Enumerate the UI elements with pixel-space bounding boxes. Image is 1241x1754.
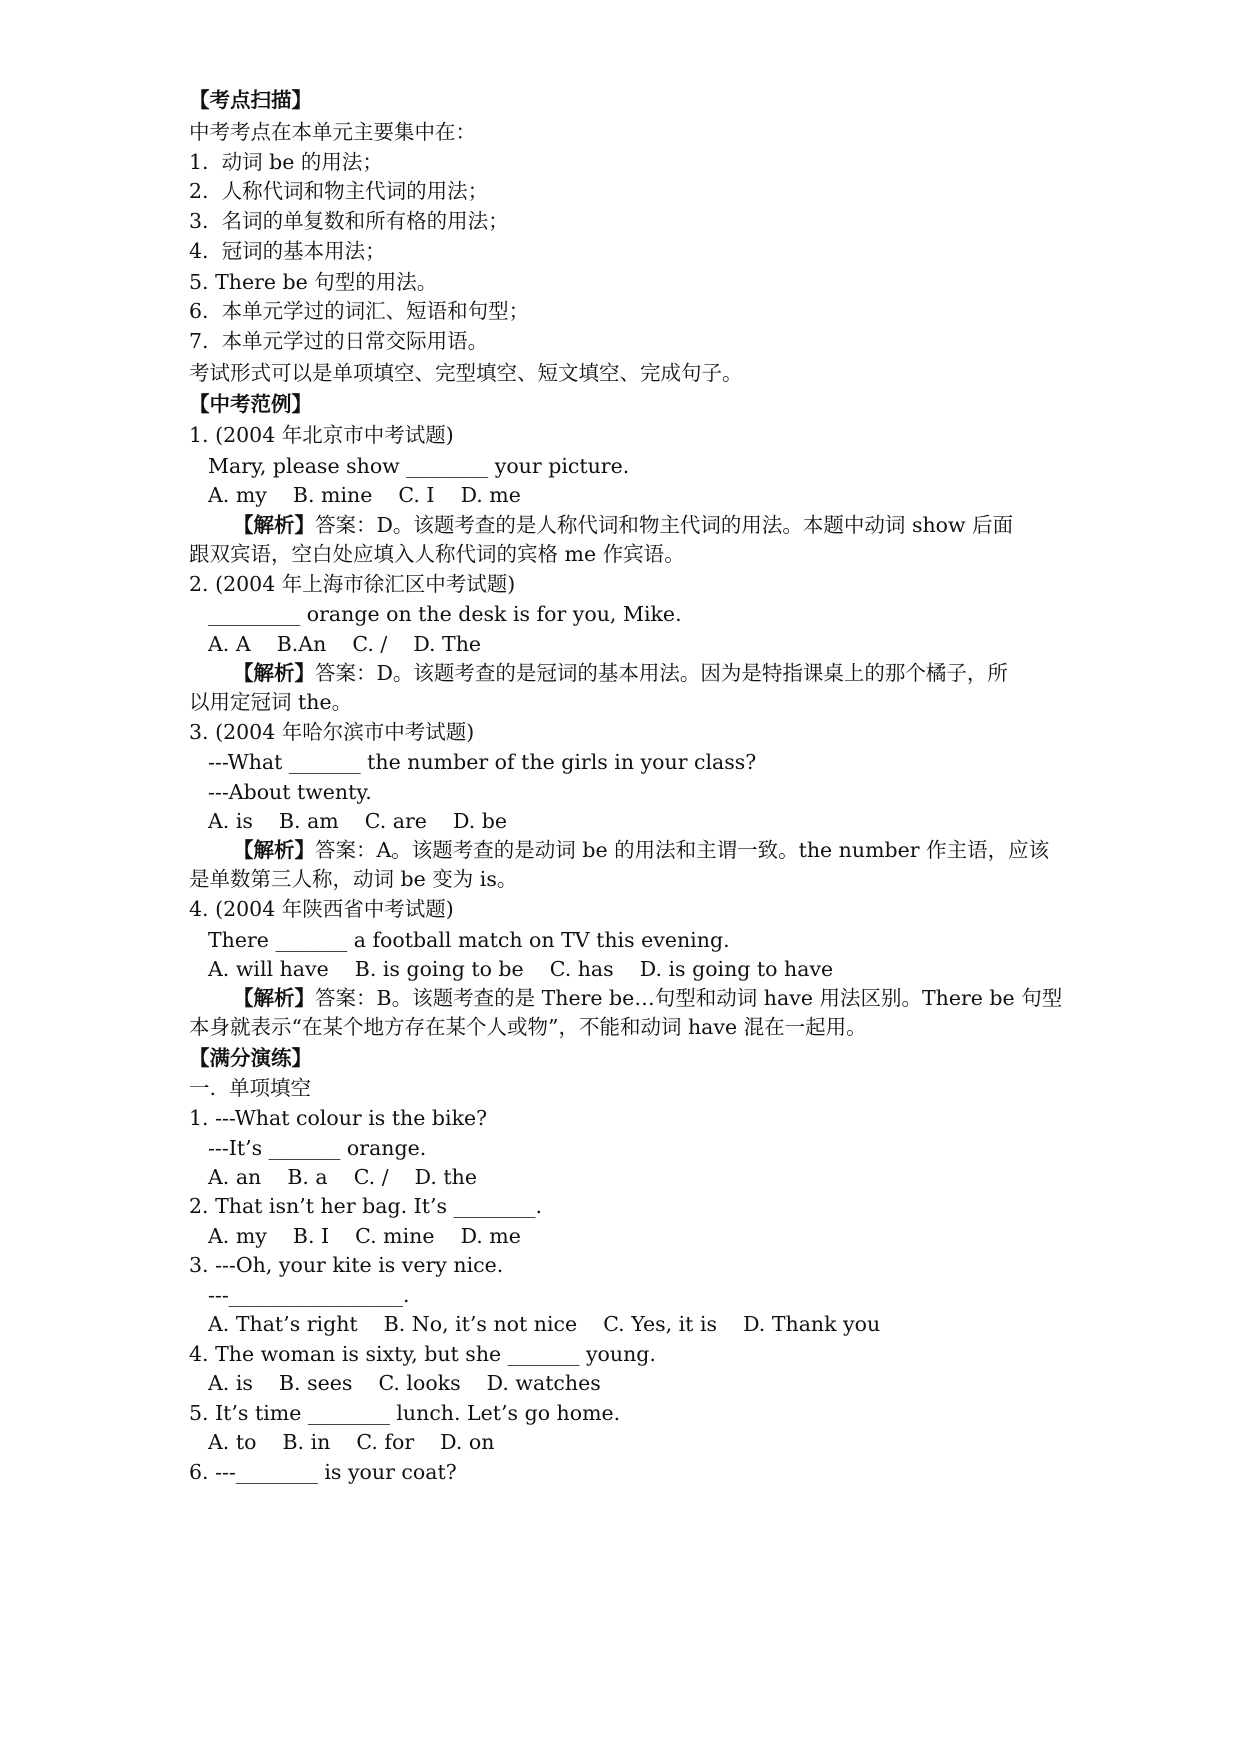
scan-intro: 中考考点在本单元主要集中在： [189,120,476,144]
practice-options: A. is B. sees C. looks D. watches [208,1371,601,1395]
practice-question-line: ---It’s _______ orange. [208,1136,427,1160]
analysis-label: 【解析】 [233,838,315,862]
analysis-label: 【解析】 [233,661,315,685]
example-question: _________ orange on the desk is for you, Mike. [208,602,682,626]
scan-point: 4. 冠词的基本用法； [189,239,386,263]
example-analysis-cont: 跟双宾语，空白处应填入人称代词的宾格 me 作宾语。 [189,542,685,566]
practice-question-line: ---_________________. [208,1283,410,1307]
example-analysis-cont: 是单数第三人称，动词 be 变为 is。 [189,867,518,891]
analysis-text: 答案：B。该题考查的是 There be…句型和动词 have 用法区别。There be 句型 [315,986,1063,1010]
practice-question: 4. The woman is sixty, but she _______ young. [189,1342,656,1366]
section-header-scan: 【考点扫描】 [189,88,312,112]
example-question: There _______ a football match on TV this evening. [208,928,730,952]
example-options: A. is B. am C. are D. be [208,809,508,833]
example-options: A. my B. mine C. I D. me [208,483,521,507]
scan-point: 7. 本单元学过的日常交际用语。 [189,329,489,353]
example-source: 3. (2004 年哈尔滨市中考试题) [189,720,475,744]
practice-options: A. to B. in C. for D. on [208,1430,495,1454]
scan-point: 6. 本单元学过的词汇、短语和句型； [189,299,530,323]
practice-question: 3. ---Oh, your kite is very nice. [189,1253,504,1277]
example-analysis-cont: 以用定冠词 the。 [189,690,353,714]
example-analysis [233,985,1062,1011]
analysis-text: 答案：D。该题考查的是冠词的基本用法。因为是特指课桌上的那个橘子，所 [315,661,1008,685]
analysis-label: 【解析】 [233,513,315,537]
example-analysis [233,837,1049,863]
practice-question: 6. ---________ is your coat? [189,1460,457,1484]
example-options: A. will have B. is going to be C. has D. is going to have [208,957,834,981]
example-analysis [233,512,1013,538]
analysis-text: 答案：A。该题考查的是动词 be 的用法和主谓一致。the number 作主语，应该 [315,838,1050,862]
example-source: 2. (2004 年上海市徐汇区中考试题) [189,572,516,596]
example-analysis-cont: 本身就表示“在某个地方存在某个人或物”，不能和动词 have 混在一起用。 [189,1015,867,1039]
exam-forms: 考试形式可以是单项填空、完型填空、短文填空、完成句子。 [189,361,743,385]
scan-point: 2. 人称代词和物主代词的用法； [189,179,489,203]
example-question: Mary, please show ________ your picture. [208,454,630,478]
practice-options: A. my B. I C. mine D. me [208,1224,521,1248]
section-header-practice: 【满分演练】 [189,1046,312,1070]
practice-subsection: 一. 单项填空 [189,1076,312,1100]
practice-options: A. That’s right B. No, it’s not nice C. Yes, it is D. Thank you [208,1312,881,1336]
example-options: A. A B.An C. / D. The [208,632,482,656]
practice-question: 5. It’s time ________ lunch. Let’s go home. [189,1401,621,1425]
example-source: 4. (2004 年陕西省中考试题) [189,897,454,921]
practice-options: A. an B. a C. / D. the [208,1165,477,1189]
scan-point: 5. There be 句型的用法。 [189,270,438,294]
example-question: ---About twenty. [208,780,372,804]
example-source: 1. (2004 年北京市中考试题) [189,423,454,447]
scan-point: 3. 名词的单复数和所有格的用法； [189,209,509,233]
practice-question: 1. ---What colour is the bike? [189,1106,488,1130]
scan-point: 1. 动词 be 的用法； [189,150,383,174]
analysis-text: 答案：D。该题考查的是人称代词和物主代词的用法。本题中动词 show 后面 [315,513,1014,537]
example-analysis [233,660,1008,686]
analysis-label: 【解析】 [233,986,315,1010]
practice-question: 2. That isn’t her bag. It’s ________. [189,1194,543,1218]
example-question: ---What _______ the number of the girls in your class? [208,750,757,774]
section-header-examples: 【中考范例】 [189,392,312,416]
